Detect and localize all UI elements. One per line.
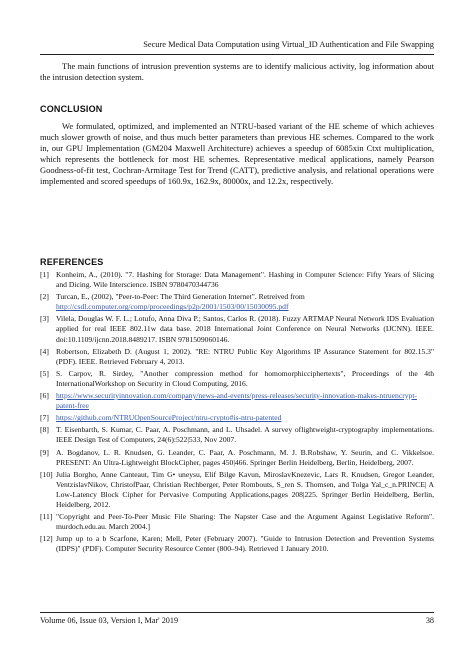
reference-item — [40, 391, 434, 411]
reference-item — [40, 534, 434, 554]
reference-item — [40, 470, 434, 510]
reference-item — [40, 413, 434, 423]
reference-text: A. Bogdanov, L. R. Knudsen, G. Leander, C. Paar, A. Poschmann, M. J. B.Robshaw, Y. Seurin, and C. Vikkelsoe. PRESENT: An Ultra-Lightweight BlockCipher, pages 450|466. Springer Berlin Heidelberg, Berlin, Heidelberg, 2007. — [56, 447, 434, 467]
reference-text: Vilela, Douglas W. F. L.; Lotufo, Anna Diva P.; Santos, Carlos R. (2018). Fuzzy ARTMAP Neural Network IDS Evaluation applied for real IEEE 802.11w data base. 2018 International Joint Conference on Neural Networks (IJCNN). IEEE. doi:10.1109/ijcnn.2018.8489217. ISBN 9781509060146. — [56, 314, 434, 344]
reference-text: Turcan, E., (2002), "Peer-to-Peer: The Third Generation Internet". Retreived from — [56, 292, 305, 302]
reference-number: [1] — [40, 270, 49, 279]
reference-text: Julia Borgho, Anne Canteaut, Tim G• uneysu, Elif Bilge Kavun, MiroslavKnezevic, Lars R. Knudsen, Gregor Leander, VentzislavNikov, ChristofPaar, Christian Rechberger, Peter Rombouts, S_ren S. Thomsen, and Tolga Yal_c_n.PRINCE| A Low-Latency Block Cipher for Pervasive Computing Applications,pages 208|225. Springer Berlin Heidelberg, Berlin, Heidelberg, 2012. — [56, 469, 434, 509]
conclusion-paragraph: We formulated, optimized, and implemented an NTRU-based variant of the HE scheme of which achieves much slower growth of noise, and thus much better parameters than previous HE schemes. Compared to the work in, our GPU Implementation (GM204 Maxwell Architecture) achieves a speedup of 6085xin Ctxt multiplication, which represents the bottleneck for most HE schemes. Representative medical applications, namely Pearson Goodness-of-fit test, Cochran-Armitage Test for Trend (CATT), predictive analysis, and relational operations were implemented and scored speedups of 160.9x, 162.9x, 80000x, and 12.2x, respectively. — [40, 121, 434, 187]
reference-number: [10] — [40, 469, 53, 479]
footer-rule — [40, 612, 434, 613]
footer-volume-info: Volume 06, Issue 03, Version I, Mar' 2019 — [40, 616, 179, 625]
reference-number: [2] — [40, 292, 49, 302]
reference-number: [6] — [40, 391, 49, 401]
conclusion-heading: CONCLUSION — [40, 104, 103, 114]
reference-number: [5] — [40, 368, 49, 378]
reference-number: [7] — [40, 413, 49, 423]
references-heading: REFERENCES — [40, 257, 104, 267]
running-header: Secure Medical Data Computation using Virtual_ID Authentication and File Swapping — [143, 40, 434, 49]
reference-text: "Copyright and Peer-To-Peer Music File Sharing: The Napster Case and the Argument Against Legislative Reform". murdoch.edu.au. March 2004.] — [56, 512, 434, 532]
reference-link[interactable]: https://github.com/NTRUOpenSourceProject/ntru-crypto#is-ntru-patented — [56, 413, 282, 423]
header-rule — [40, 54, 434, 55]
reference-text: Robertson, Elizabeth D. (August 1, 2002). "RE: NTRU Public Key Algorithms IP Assurance Statement for 802.15.3" (PDF). IEEE. Retrieved February 4, 2013. — [56, 346, 434, 366]
intro-paragraph: The main functions of intrusion prevention systems are to identify malicious activity, log information about the intrusion detection system. — [40, 61, 434, 82]
reference-item — [40, 292, 434, 312]
reference-number: [12] — [40, 534, 53, 544]
reference-link[interactable]: http://csdl.computer.org/comp/proceedings/p2p/2001/1503/00/15030095.pdf — [56, 302, 289, 312]
reference-number: [8] — [40, 425, 49, 435]
references-list — [40, 270, 434, 556]
reference-item — [40, 425, 434, 445]
reference-item — [40, 448, 434, 468]
reference-item — [40, 347, 434, 367]
reference-item — [40, 314, 434, 344]
reference-number: [3] — [40, 314, 49, 324]
reference-number: [9] — [40, 447, 49, 457]
reference-item — [40, 369, 434, 389]
reference-link[interactable]: https://www.securityinnovation.com/company/news-and-events/press-releases/security-innovation-makes-ntruencrypt-patent-free — [56, 391, 417, 411]
reference-number: [11] — [40, 512, 53, 522]
reference-body — [56, 292, 434, 312]
reference-item — [40, 512, 434, 532]
reference-item — [40, 270, 434, 290]
reference-text: S. Carpov, R. Sirdey, "Another compression method for homomorphicciphertexts", Proceedings of the 4th InternationalWorkshop on Security in Cloud Computing, 2016. — [56, 368, 434, 388]
page-number: 38 — [425, 616, 434, 625]
reference-number: [4] — [40, 346, 49, 356]
reference-text: T. Eisenbarth, S. Kumar, C. Paar, A. Poschmann, and L. Uhsadel. A survey oflightweight-cryptography implementations. IEEE Design Test of Computers, 24(6):522|533, Nov 2007. — [56, 425, 434, 445]
reference-text: Jump up to a b Scarfone, Karen; Mell, Peter (February 2007). "Guide to Intrusion Detection and Prevention Systems (IDPS)" (PDF). Computer Security Resource Center (800–94). Retrieved 1 January 2010. — [56, 534, 434, 554]
reference-text: Konheim, A., (2010). "7. Hashing for Storage: Data Management". Hashing in Computer Science: Fifty Years of Slicing and Dicing. Wile Interscience. ISBN 9780470344736 — [56, 270, 434, 290]
reference-body — [56, 413, 434, 423]
reference-body — [56, 391, 434, 411]
